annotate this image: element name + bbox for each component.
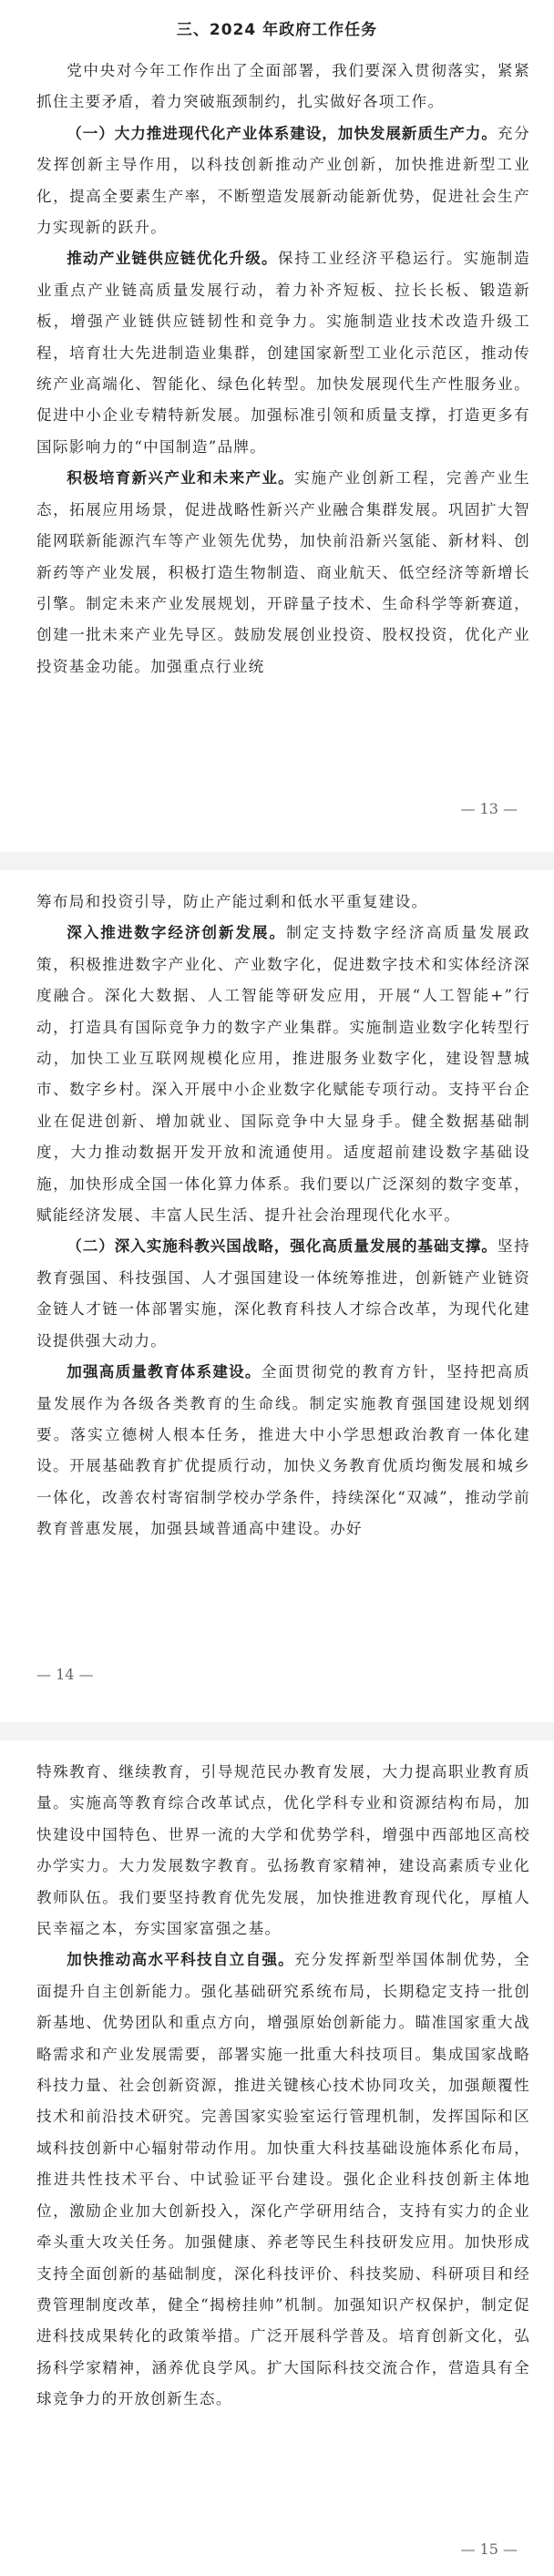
paragraph-lead: 深入推进数字经济创新发展。 bbox=[67, 924, 287, 942]
page-13 bbox=[0, 0, 554, 852]
paragraph-section-two bbox=[36, 1231, 530, 1357]
page-content bbox=[0, 39, 554, 682]
page-14 bbox=[0, 870, 554, 1722]
page-number: — 15 — bbox=[460, 2540, 518, 2558]
paragraph-continued bbox=[36, 1757, 530, 1945]
page-number: — 14 — bbox=[36, 1666, 94, 1683]
paragraph-text: 党中央对今年工作作出了全面部署，我们要深入贯彻落实，紧紧抓住主要矛盾，着力突破瓶颈制约，扎实做好各项工作。 bbox=[36, 62, 530, 111]
page-content bbox=[0, 870, 554, 1545]
paragraph-text: 实施产业创新工程，完善产业生态，拓展应用场景，促进战略性新兴产业融合集群发展。巩固扩大智能网联新能源汽车等产业领先优势，加快前沿新兴氢能、新材料、创新药等产业发展，积极打造生物制造、商业航天、低空经济等新增长引擎。制定未来产业发展规划，开辟量子技术、生命科学等新赛道，创建一批未来产业先导区。鼓励发展创业投资、股权投资，优化产业投资基金功能。加强重点行业统 bbox=[36, 469, 530, 675]
paragraph-continued bbox=[36, 887, 530, 918]
paragraph-text: 全面贯彻党的教育方针，坚持把高质量发展作为各级各类教育的生命线。制定实施教育强国建设规划纲要。落实立德树人根本任务，推进大中小学思想政治教育一体化建设。开展基础教育扩优提质行动，加快义务教育优质均衡发展和城乡一体化，改善农村寄宿制学校办学条件，持续深化“双减”，推动学前教育普惠发展，加强县域普通高中建设。办好 bbox=[36, 1363, 530, 1538]
paragraph-lead: 推动产业链供应链优化升级。 bbox=[67, 250, 278, 268]
paragraph-section-one bbox=[36, 118, 530, 244]
paragraph-education-system bbox=[36, 1357, 530, 1545]
paragraph-lead: 积极培育新兴产业和未来产业。 bbox=[67, 469, 295, 487]
paragraph-emerging-industries bbox=[36, 463, 530, 682]
section-heading: （一）大力推进现代化产业体系建设，加快发展新质生产力。 bbox=[67, 124, 498, 142]
page-content bbox=[0, 1740, 554, 2416]
paragraph-intro bbox=[36, 56, 530, 118]
paragraph-digital-economy bbox=[36, 918, 530, 1231]
paragraph-text: 保持工业经济平稳运行。实施制造业重点产业链高质量发展行动，着力补齐短板、拉长长板、锻造新板，增强产业链供应链韧性和竞争力。实施制造业技术改造升级工程，培育壮大先进制造业集群，创建国家新型工业化示范区，推动传统产业高端化、智能化、绿色化转型。加快发展现代生产性服务业。促进中小企业专精特新发展。加强标准引领和质量支撑，打造更多有国际影响力的“中国制造”品牌。 bbox=[36, 250, 530, 456]
paragraph-text: 坚持教育强国、科技强国、人才强国建设一体统筹推进，创新链产业链资金链人才链一体部署实施，深化教育科技人才综合改革，为现代化建设提供强大动力。 bbox=[36, 1237, 530, 1350]
paragraph-science-technology bbox=[36, 1945, 530, 2415]
paragraph-supply-chain bbox=[36, 243, 530, 463]
paragraph-text: 特殊教育、继续教育，引导规范民办教育发展，大力提高职业教育质量。实施高等教育综合改革试点，优化学科专业和资源结构布局，加快建设中国特色、世界一流的大学和优势学科，增强中西部地区高校办学实力。大力发展数字教育。弘扬教育家精神，建设高素质专业化教师队伍。我们要坚持教育优先发展，加快推进教育现代化，厚植人民幸福之本，夯实国家富强之基。 bbox=[36, 1763, 530, 1938]
paragraph-text: 充分发挥新型举国体制优势，全面提升自主创新能力。强化基础研究系统布局，长期稳定支持一批创新基地、优势团队和重点方向，增强原始创新能力。瞄准国家重大战略需求和产业发展需要，部署实施一批重大科技项目。集成国家战略科技力量、社会创新资源，推进关键核心技术协同攻关，加强颠覆性技术和前沿技术研究。完善国家实验室运行管理机制，发挥国际和区域科技创新中心辐射带动作用。加快重大科技基础设施体系化布局，推进共性技术平台、中试验证平台建设。强化企业科技创新主体地位，激励企业加大创新投入，深化产学研用结合，支持有实力的企业牵头重大攻关任务。加强健康、养老等民生科技研发应用。加快形成支持全面创新的基础制度，深化科技评价、科技奖励、科研项目和经费管理制度改革，健全“揭榜挂帅”机制。加强知识产权保护，制定促进科技成果转化的政策举措。广泛开展科学普及。培育创新文化，弘扬科学家精神，涵养优良学风。扩大国际科技交流合作，营造具有全球竞争力的开放创新生态。 bbox=[36, 1951, 530, 2408]
paragraph-lead: 加强高质量教育体系建设。 bbox=[67, 1363, 262, 1381]
page-number: — 13 — bbox=[460, 800, 518, 817]
page-gap bbox=[0, 1722, 554, 1740]
paragraph-text: 充分发挥创新主导作用，以科技创新推动产业创新，加快推进新型工业化，提高全要素生产率，不断塑造发展新动能新优势，促进社会生产力实现新的跃升。 bbox=[36, 124, 530, 237]
section-heading: （二）深入实施科教兴国战略，强化高质量发展的基础支撑。 bbox=[67, 1237, 498, 1256]
paragraph-text: 制定支持数字经济高质量发展政策，积极推进数字产业化、产业数字化，促进数字技术和实体经济深度融合。深化大数据、人工智能等研发应用，开展“人工智能+”行动，打造具有国际竞争力的数字产业集群。实施制造业数字化转型行动，加快工业互联网规模化应用，推进服务业数字化，建设智慧城市、数字乡村。深入开展中小企业数字化赋能专项行动。支持平台企业在促进创新、增加就业、国际竞争中大显身手。健全数据基础制度，大力推动数据开发开放和流通使用。适度超前建设数字基础设施，加快形成全国一体化算力体系。我们要以广泛深刻的数字变革，赋能经济发展、丰富人民生活、提升社会治理现代化水平。 bbox=[36, 924, 530, 1225]
paragraph-text: 筹布局和投资引导，防止产能过剩和低水平重复建设。 bbox=[36, 893, 428, 910]
page-15 bbox=[0, 1740, 554, 2576]
page-gap bbox=[0, 852, 554, 870]
paragraph-lead: 加快推动高水平科技自立自强。 bbox=[67, 1951, 295, 1969]
section-title: 三、2024 年政府工作任务 bbox=[176, 21, 378, 39]
